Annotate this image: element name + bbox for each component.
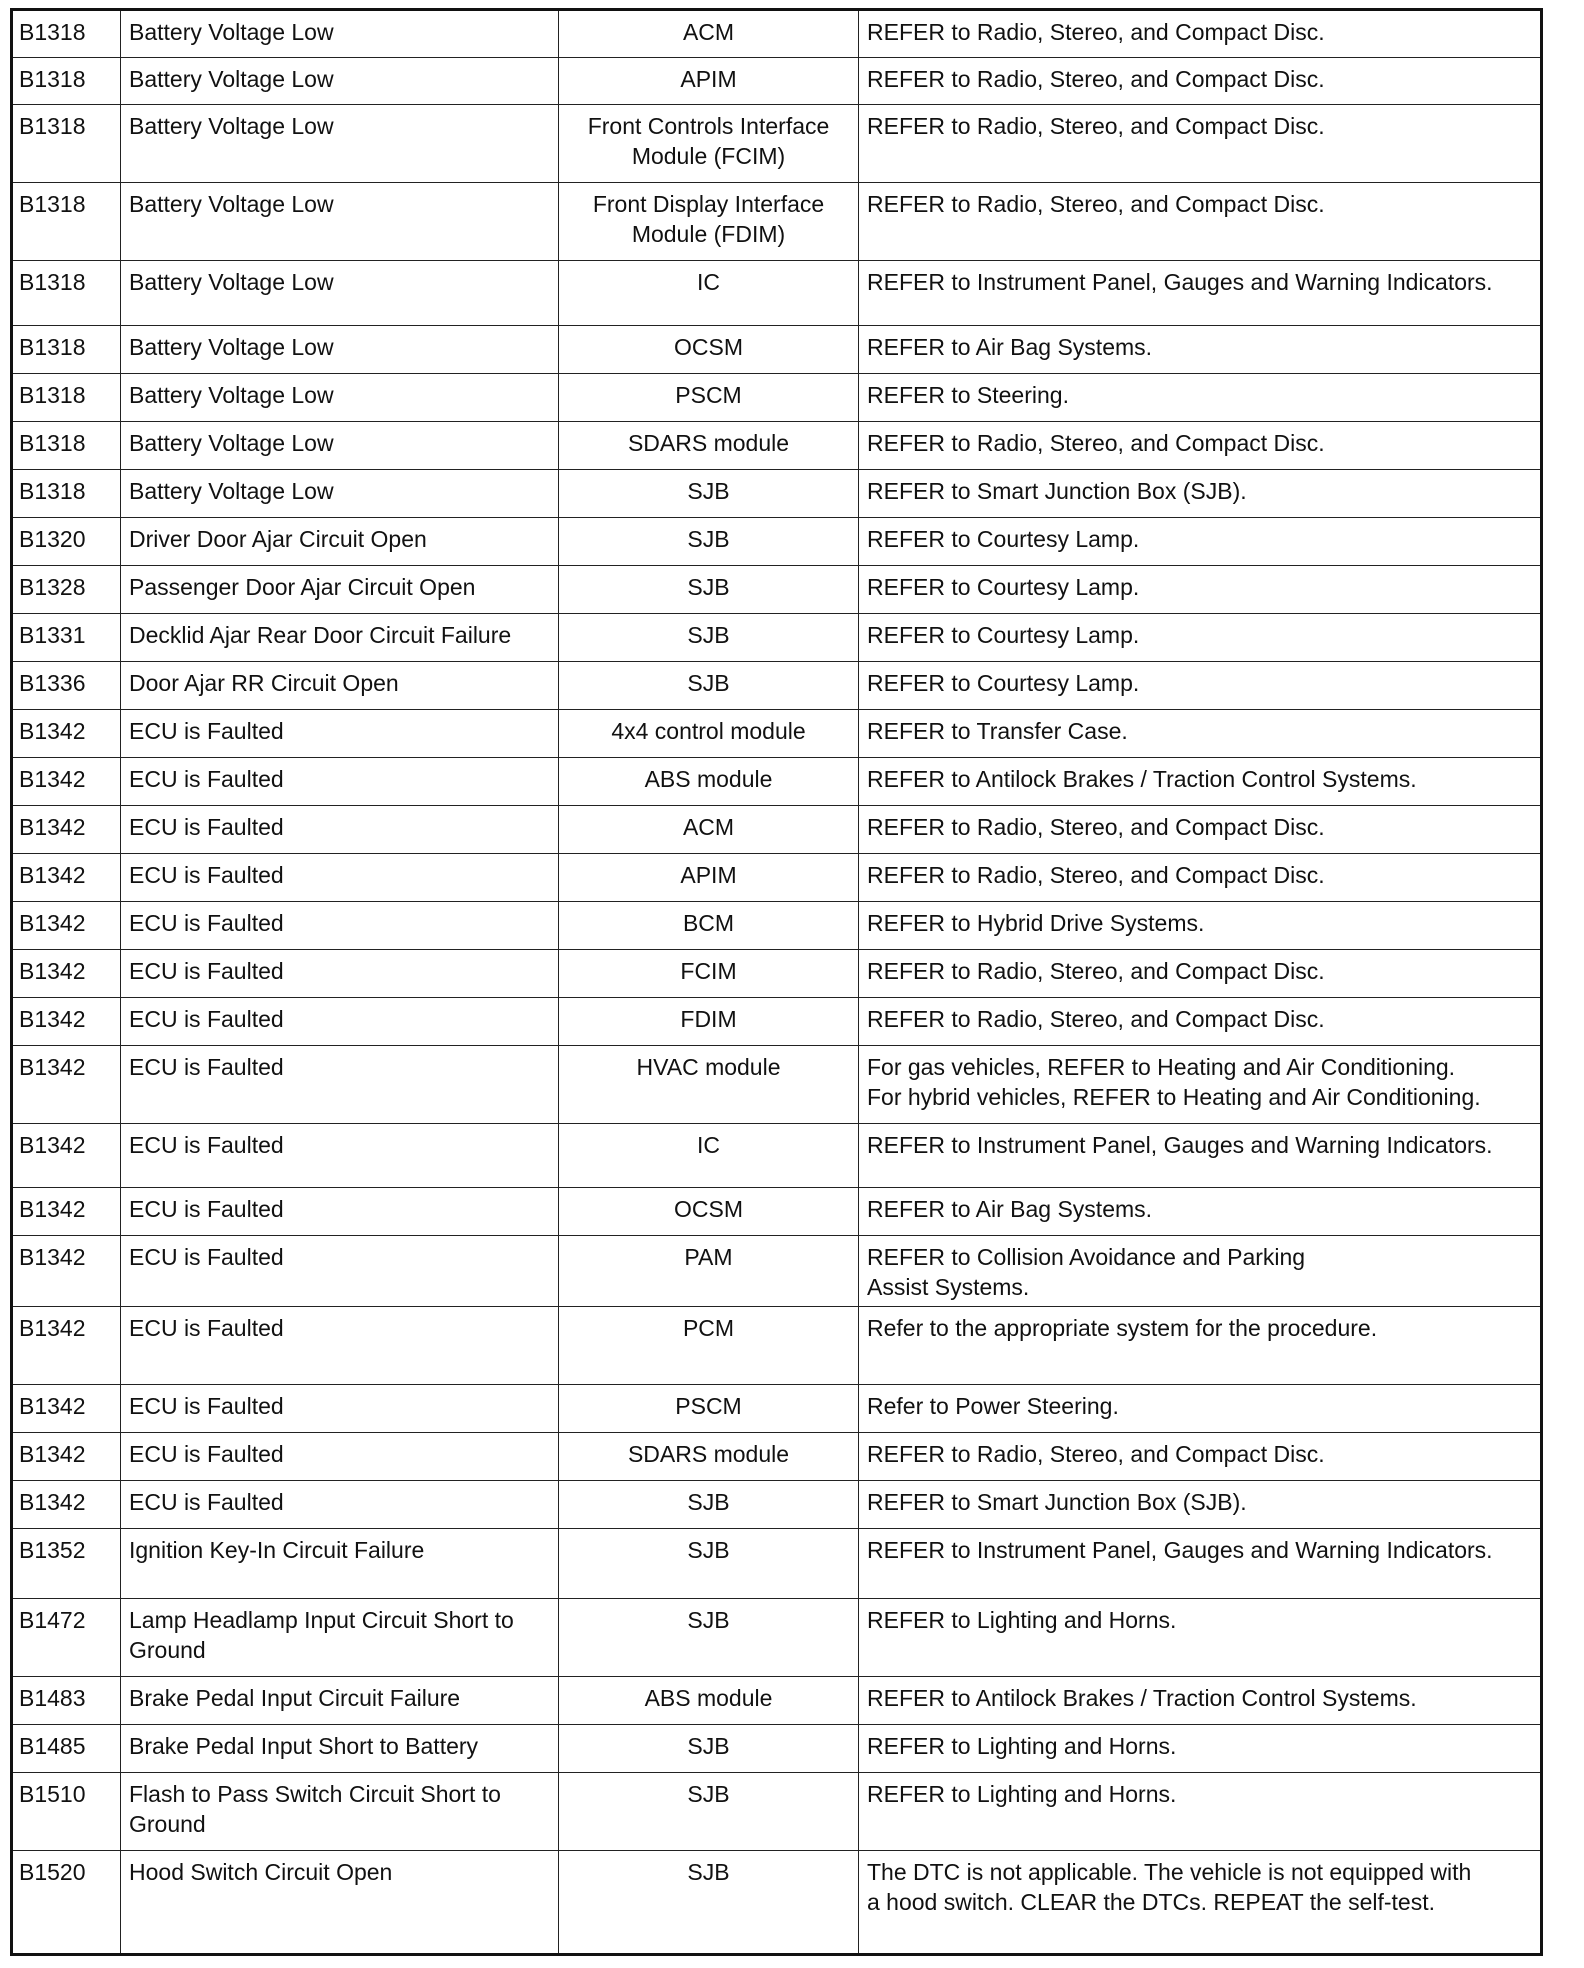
- dtc-description-cell: Hood Switch Circuit Open: [121, 1851, 559, 1955]
- module-cell: BCM: [559, 902, 859, 950]
- dtc-code-cell: B1483: [12, 1677, 121, 1725]
- module-cell: APIM: [559, 854, 859, 902]
- module-cell: Front Display Interface Module (FDIM): [559, 183, 859, 261]
- table-row: [12, 58, 1542, 105]
- action-cell: REFER to Courtesy Lamp.: [859, 614, 1542, 662]
- dtc-description-cell: Door Ajar RR Circuit Open: [121, 662, 559, 710]
- dtc-description-cell: Battery Voltage Low: [121, 422, 559, 470]
- dtc-code-cell: B1318: [12, 58, 121, 105]
- dtc-code-cell: B1342: [12, 1307, 121, 1385]
- module-cell: SJB: [559, 518, 859, 566]
- action-cell: REFER to Lighting and Horns.: [859, 1599, 1542, 1677]
- module-cell: PCM: [559, 1307, 859, 1385]
- table-row: [12, 10, 1542, 58]
- dtc-description-cell: Decklid Ajar Rear Door Circuit Failure: [121, 614, 559, 662]
- dtc-code-cell: B1342: [12, 1236, 121, 1307]
- action-cell: REFER to Antilock Brakes / Traction Control Systems.: [859, 1677, 1542, 1725]
- dtc-code-cell: B1342: [12, 1433, 121, 1481]
- dtc-code-cell: B1342: [12, 710, 121, 758]
- dtc-code-cell: B1342: [12, 1046, 121, 1124]
- dtc-description-cell: ECU is Faulted: [121, 1236, 559, 1307]
- dtc-code-cell: B1342: [12, 1124, 121, 1188]
- dtc-description-cell: Driver Door Ajar Circuit Open: [121, 518, 559, 566]
- module-cell: PSCM: [559, 1385, 859, 1433]
- action-cell: REFER to Radio, Stereo, and Compact Disc.: [859, 854, 1542, 902]
- module-cell: ABS module: [559, 758, 859, 806]
- action-cell: Refer to Power Steering.: [859, 1385, 1542, 1433]
- module-cell: IC: [559, 261, 859, 326]
- action-cell: REFER to Hybrid Drive Systems.: [859, 902, 1542, 950]
- action-cell: REFER to Radio, Stereo, and Compact Disc.: [859, 58, 1542, 105]
- dtc-description-cell: Battery Voltage Low: [121, 470, 559, 518]
- table-row: [12, 1433, 1542, 1481]
- table-row: [12, 105, 1542, 183]
- dtc-code-cell: B1318: [12, 105, 121, 183]
- dtc-table: [10, 8, 1543, 1956]
- action-cell: REFER to Courtesy Lamp.: [859, 518, 1542, 566]
- dtc-description-cell: Battery Voltage Low: [121, 58, 559, 105]
- dtc-code-cell: B1520: [12, 1851, 121, 1955]
- action-cell: REFER to Instrument Panel, Gauges and Warning Indicators.: [859, 1124, 1542, 1188]
- dtc-code-cell: B1342: [12, 806, 121, 854]
- dtc-code-cell: B1342: [12, 998, 121, 1046]
- dtc-description-cell: Brake Pedal Input Circuit Failure: [121, 1677, 559, 1725]
- module-cell: FDIM: [559, 998, 859, 1046]
- action-cell: REFER to Lighting and Horns.: [859, 1725, 1542, 1773]
- action-cell: REFER to Instrument Panel, Gauges and Warning Indicators.: [859, 261, 1542, 326]
- module-cell: ABS module: [559, 1677, 859, 1725]
- table-row: [12, 854, 1542, 902]
- module-cell: ACM: [559, 806, 859, 854]
- dtc-description-cell: ECU is Faulted: [121, 758, 559, 806]
- dtc-description-cell: ECU is Faulted: [121, 710, 559, 758]
- module-cell: SJB: [559, 1529, 859, 1599]
- table-row: [12, 326, 1542, 374]
- dtc-description-cell: Passenger Door Ajar Circuit Open: [121, 566, 559, 614]
- dtc-description-cell: ECU is Faulted: [121, 902, 559, 950]
- module-cell: IC: [559, 1124, 859, 1188]
- dtc-description-cell: Battery Voltage Low: [121, 374, 559, 422]
- module-cell: SJB: [559, 470, 859, 518]
- dtc-description-cell: Battery Voltage Low: [121, 326, 559, 374]
- table-row: [12, 614, 1542, 662]
- dtc-description-cell: Flash to Pass Switch Circuit Short to Ground: [121, 1773, 559, 1851]
- action-cell: REFER to Air Bag Systems.: [859, 1188, 1542, 1236]
- dtc-description-cell: ECU is Faulted: [121, 998, 559, 1046]
- dtc-code-cell: B1342: [12, 1481, 121, 1529]
- action-cell: Refer to the appropriate system for the procedure.: [859, 1307, 1542, 1385]
- dtc-code-cell: B1485: [12, 1725, 121, 1773]
- table-row: [12, 1188, 1542, 1236]
- table-row: [12, 806, 1542, 854]
- dtc-description-cell: Battery Voltage Low: [121, 105, 559, 183]
- dtc-code-cell: B1328: [12, 566, 121, 614]
- table-row: [12, 1481, 1542, 1529]
- module-cell: SDARS module: [559, 1433, 859, 1481]
- table-row: [12, 758, 1542, 806]
- table-row: [12, 1851, 1542, 1955]
- module-cell: SDARS module: [559, 422, 859, 470]
- dtc-code-cell: B1318: [12, 326, 121, 374]
- module-cell: PSCM: [559, 374, 859, 422]
- table-row: [12, 902, 1542, 950]
- dtc-description-cell: Battery Voltage Low: [121, 183, 559, 261]
- action-cell: REFER to Air Bag Systems.: [859, 326, 1542, 374]
- dtc-table-body: [12, 10, 1542, 1955]
- module-cell: SJB: [559, 1851, 859, 1955]
- action-cell: REFER to Radio, Stereo, and Compact Disc.: [859, 1433, 1542, 1481]
- dtc-code-cell: B1342: [12, 758, 121, 806]
- dtc-description-cell: Battery Voltage Low: [121, 261, 559, 326]
- dtc-code-cell: B1342: [12, 1188, 121, 1236]
- dtc-code-cell: B1331: [12, 614, 121, 662]
- module-cell: SJB: [559, 566, 859, 614]
- action-cell: The DTC is not applicable. The vehicle is not equipped with a hood switch. CLEAR the DTCs. REPEAT the self-test.: [859, 1851, 1542, 1955]
- dtc-code-cell: B1320: [12, 518, 121, 566]
- action-cell: REFER to Smart Junction Box (SJB).: [859, 470, 1542, 518]
- dtc-code-cell: B1318: [12, 183, 121, 261]
- dtc-description-cell: ECU is Faulted: [121, 1433, 559, 1481]
- action-cell: REFER to Courtesy Lamp.: [859, 662, 1542, 710]
- table-row: [12, 183, 1542, 261]
- table-row: [12, 1124, 1542, 1188]
- action-cell: REFER to Antilock Brakes / Traction Control Systems.: [859, 758, 1542, 806]
- module-cell: FCIM: [559, 950, 859, 998]
- module-cell: SJB: [559, 1725, 859, 1773]
- dtc-code-cell: B1318: [12, 422, 121, 470]
- dtc-code-cell: B1318: [12, 261, 121, 326]
- action-cell: REFER to Radio, Stereo, and Compact Disc.: [859, 105, 1542, 183]
- module-cell: SJB: [559, 1481, 859, 1529]
- table-row: [12, 374, 1542, 422]
- dtc-description-cell: ECU is Faulted: [121, 1481, 559, 1529]
- dtc-description-cell: Battery Voltage Low: [121, 10, 559, 58]
- dtc-code-cell: B1352: [12, 1529, 121, 1599]
- dtc-code-cell: B1318: [12, 470, 121, 518]
- table-row: [12, 261, 1542, 326]
- action-cell: REFER to Radio, Stereo, and Compact Disc.: [859, 950, 1542, 998]
- action-cell: REFER to Radio, Stereo, and Compact Disc.: [859, 10, 1542, 58]
- dtc-code-cell: B1342: [12, 902, 121, 950]
- dtc-description-cell: Ignition Key-In Circuit Failure: [121, 1529, 559, 1599]
- table-row: [12, 518, 1542, 566]
- action-cell: REFER to Instrument Panel, Gauges and Warning Indicators.: [859, 1529, 1542, 1599]
- dtc-code-cell: B1318: [12, 374, 121, 422]
- dtc-description-cell: ECU is Faulted: [121, 1188, 559, 1236]
- action-cell: REFER to Radio, Stereo, and Compact Disc.: [859, 806, 1542, 854]
- action-cell: REFER to Smart Junction Box (SJB).: [859, 1481, 1542, 1529]
- table-row: [12, 950, 1542, 998]
- action-cell: REFER to Courtesy Lamp.: [859, 566, 1542, 614]
- dtc-code-cell: B1342: [12, 854, 121, 902]
- module-cell: Front Controls Interface Module (FCIM): [559, 105, 859, 183]
- action-cell: REFER to Steering.: [859, 374, 1542, 422]
- action-cell: REFER to Collision Avoidance and Parking Assist Systems.: [859, 1236, 1542, 1307]
- module-cell: SJB: [559, 614, 859, 662]
- module-cell: 4x4 control module: [559, 710, 859, 758]
- table-row: [12, 566, 1542, 614]
- action-cell: REFER to Transfer Case.: [859, 710, 1542, 758]
- action-cell: REFER to Lighting and Horns.: [859, 1773, 1542, 1851]
- dtc-description-cell: ECU is Faulted: [121, 950, 559, 998]
- action-cell: REFER to Radio, Stereo, and Compact Disc.: [859, 422, 1542, 470]
- module-cell: ACM: [559, 10, 859, 58]
- dtc-code-cell: B1510: [12, 1773, 121, 1851]
- dtc-code-cell: B1342: [12, 950, 121, 998]
- dtc-description-cell: Lamp Headlamp Input Circuit Short to Ground: [121, 1599, 559, 1677]
- table-row: [12, 1773, 1542, 1851]
- table-row: [12, 998, 1542, 1046]
- dtc-description-cell: ECU is Faulted: [121, 1385, 559, 1433]
- table-row: [12, 1725, 1542, 1773]
- action-cell: REFER to Radio, Stereo, and Compact Disc.: [859, 998, 1542, 1046]
- dtc-code-cell: B1342: [12, 1385, 121, 1433]
- dtc-description-cell: ECU is Faulted: [121, 854, 559, 902]
- dtc-description-cell: ECU is Faulted: [121, 1124, 559, 1188]
- module-cell: OCSM: [559, 1188, 859, 1236]
- module-cell: SJB: [559, 662, 859, 710]
- module-cell: APIM: [559, 58, 859, 105]
- table-row: [12, 1046, 1542, 1124]
- table-row: [12, 710, 1542, 758]
- table-row: [12, 1307, 1542, 1385]
- table-row: [12, 662, 1542, 710]
- dtc-code-cell: B1472: [12, 1599, 121, 1677]
- table-row: [12, 1677, 1542, 1725]
- module-cell: SJB: [559, 1599, 859, 1677]
- dtc-description-cell: Brake Pedal Input Short to Battery: [121, 1725, 559, 1773]
- table-row: [12, 470, 1542, 518]
- dtc-code-cell: B1336: [12, 662, 121, 710]
- action-cell: REFER to Radio, Stereo, and Compact Disc.: [859, 183, 1542, 261]
- table-row: [12, 1236, 1542, 1307]
- table-row: [12, 422, 1542, 470]
- table-row: [12, 1385, 1542, 1433]
- module-cell: PAM: [559, 1236, 859, 1307]
- dtc-description-cell: ECU is Faulted: [121, 806, 559, 854]
- table-row: [12, 1529, 1542, 1599]
- table-row: [12, 1599, 1542, 1677]
- action-cell: For gas vehicles, REFER to Heating and Air Conditioning. For hybrid vehicles, REFER to Heating and Air Conditioning.: [859, 1046, 1542, 1124]
- module-cell: OCSM: [559, 326, 859, 374]
- module-cell: SJB: [559, 1773, 859, 1851]
- dtc-description-cell: ECU is Faulted: [121, 1307, 559, 1385]
- dtc-description-cell: ECU is Faulted: [121, 1046, 559, 1124]
- module-cell: HVAC module: [559, 1046, 859, 1124]
- dtc-code-cell: B1318: [12, 10, 121, 58]
